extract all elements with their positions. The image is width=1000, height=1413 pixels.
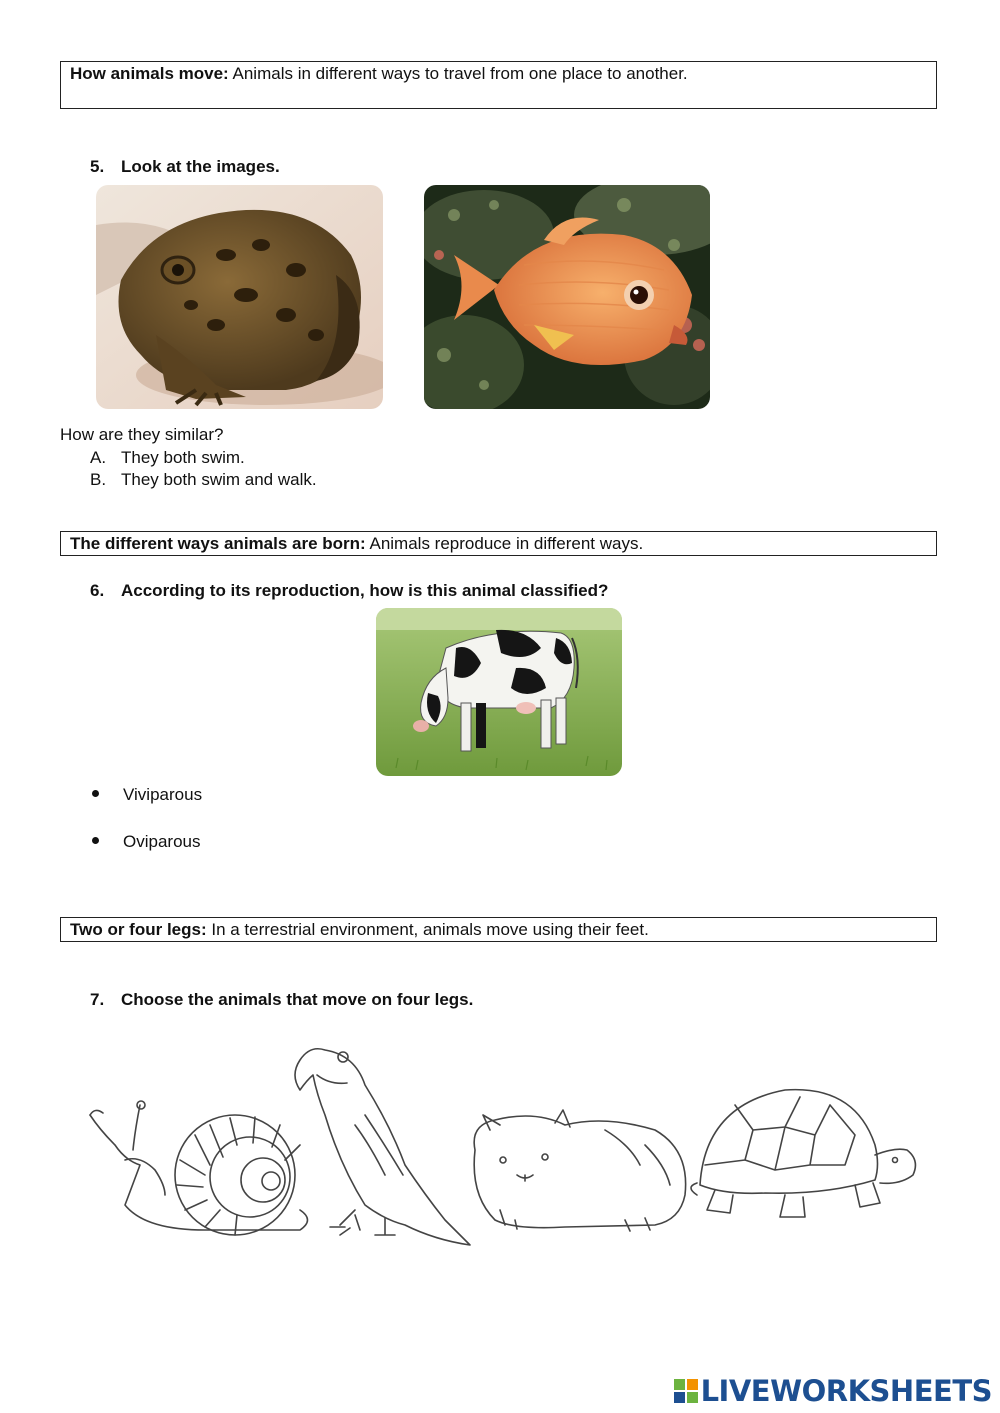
cow-photo	[376, 608, 622, 776]
choice-text: Oviparous	[123, 832, 201, 851]
question-text: According to its reproduction, how is this animal classified?	[121, 581, 609, 600]
choice-oviparous[interactable]	[90, 832, 200, 852]
snail-drawing[interactable]	[90, 1101, 308, 1235]
bullet-icon	[92, 790, 99, 797]
definition-text: Animals in different ways to travel from one place to another.	[228, 64, 688, 83]
fish-photo	[424, 185, 710, 409]
question-number: 6.	[90, 581, 105, 600]
frog-photo	[96, 185, 383, 409]
choice-viviparous[interactable]	[90, 785, 202, 805]
logo-icon	[673, 1378, 699, 1404]
definition-box-legs	[60, 917, 937, 942]
liveworksheets-logo	[673, 1374, 992, 1408]
question-5-subquestion: How are they similar?	[60, 425, 224, 444]
definition-box-reproduction	[60, 531, 937, 556]
option-a[interactable]	[90, 448, 245, 468]
question-5-prompt	[90, 157, 280, 177]
question-number: 5.	[90, 157, 105, 176]
question-text: Choose the animals that move on four legs.	[121, 990, 474, 1009]
option-letter: B.	[90, 470, 107, 489]
logo-text: LIVEWORKSHEETS	[700, 1374, 992, 1408]
question-text: Look at the images.	[121, 157, 280, 176]
choice-text: Viviparous	[123, 785, 203, 804]
definition-title: How animals move:	[70, 64, 229, 83]
definition-text: In a terrestrial environment, animals move using their feet.	[206, 920, 649, 939]
hamster-drawing[interactable]	[474, 1110, 685, 1231]
option-letter: A.	[90, 448, 107, 467]
tortoise-drawing[interactable]	[691, 1090, 915, 1217]
question-7-prompt	[90, 990, 473, 1010]
option-text: They both swim and walk.	[121, 470, 317, 489]
bullet-icon	[92, 837, 99, 844]
definition-title: Two or four legs:	[70, 920, 207, 939]
question-6-prompt	[90, 581, 608, 601]
question-number: 7.	[90, 990, 105, 1009]
definition-title: The different ways animals are born:	[70, 534, 366, 553]
option-b[interactable]	[90, 470, 317, 490]
option-text: They both swim.	[121, 448, 245, 467]
animal-drawings	[85, 1035, 925, 1255]
definition-text: Animals reproduce in different ways.	[365, 534, 644, 553]
parrot-drawing[interactable]	[295, 1049, 470, 1245]
definition-box-movement	[60, 61, 937, 109]
